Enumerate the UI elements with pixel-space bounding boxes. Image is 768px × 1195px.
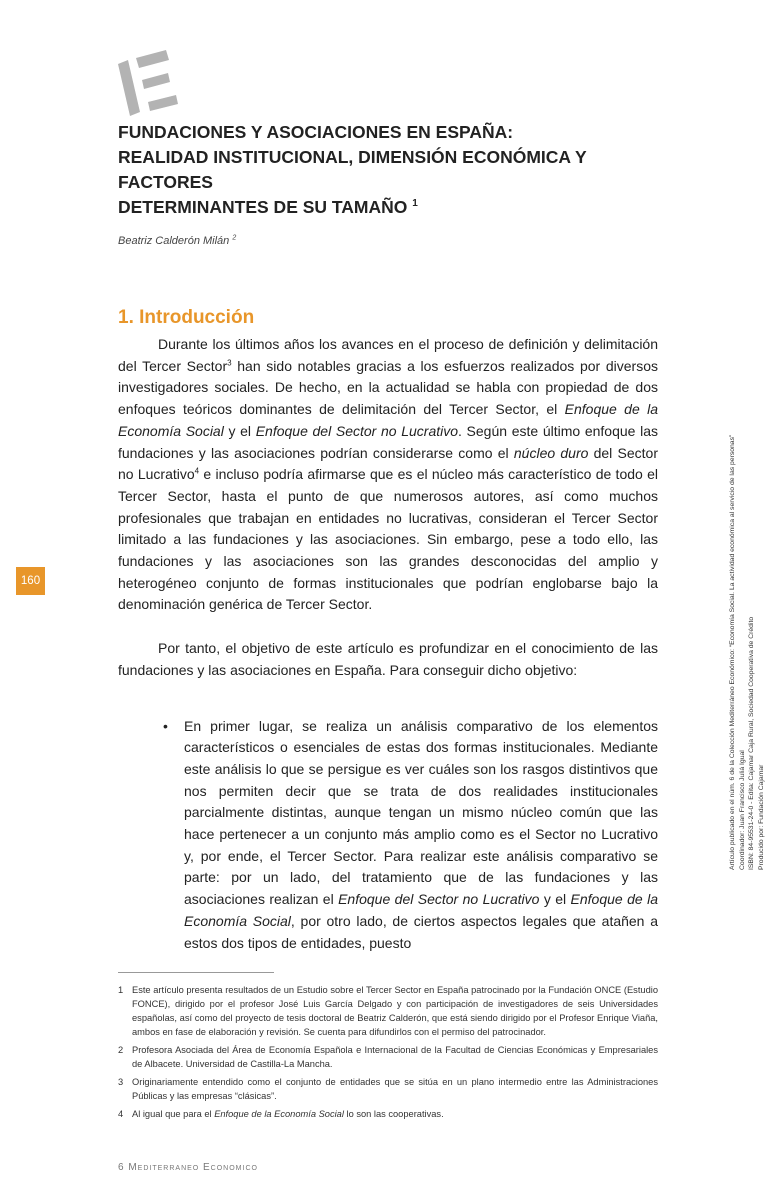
emphasis: núcleo duro — [513, 444, 589, 461]
footnote — [118, 1043, 658, 1071]
footnote-ref[interactable]: 3 — [227, 358, 232, 368]
footnote-text: Este artículo presenta resultados de un Estudio sobre el Tercer Sector en España patrocinado por la Fundación ONCE (Estudio FONCE), dirigido por el profesor José Luis García Delgado y con participación de investigadores de seis Universidades españolas, así como del proyecto de tesis doctoral de Beatriz Calderón, que está siendo dirigido por el Profesor Enrique Viaña, ambos en fase de elaboración y revisión. Se cuenta para difundirlos con el permiso del patrocinador. — [132, 985, 658, 1038]
footnote-ref[interactable]: 4 — [194, 466, 200, 476]
emphasis: Enfoque de la Economía Social — [118, 401, 659, 439]
emphasis: Enfoque de la Economía Social — [214, 1109, 344, 1120]
sidebar-line: Coordinador: Juan Francisco Juliá Igual — [738, 750, 746, 870]
text: , por otro lado, de ciertos aspectos legales que atañen a estos dos tipos de entidades, puesto — [184, 912, 658, 951]
text: y el — [539, 891, 571, 908]
title-line — [118, 195, 658, 220]
footnote-number: 2 — [118, 1045, 124, 1056]
paragraph — [118, 334, 658, 616]
footnote-ref[interactable]: 1 — [412, 198, 418, 210]
footnote-divider — [118, 972, 274, 973]
sidebar-line: ISBN: 84-95531-24-0 - Edita: Cajamar Caja Rural, Sociedad Cooperativa de Crédito — [748, 616, 755, 870]
section-heading: 1. Introducción — [118, 307, 255, 328]
footnote-number: 3 — [118, 1077, 124, 1088]
text: e incluso podría afirmarse que es el núcleo más característico de todo el Tercer Sector, hasta el punto de que numerosos autores, así como muchos profesionales que trabajan en entidades no lucrativas, consideran el Tercer Sector limitado a las fundaciones y las asociaciones. Sin embargo, pese a todo ello, las fundaciones y las asociaciones son las grandes desconocidas del amplio y heterogéneo conjunto de formas institucionales que podrían englobarse bajo la denominación genérica de Tercer Sector. — [118, 466, 658, 613]
bullet-marker-cell — [118, 716, 184, 955]
title-line-text: DETERMINANTES DE SU TAMAÑO — [118, 197, 408, 217]
footnote-text: Originariamente entendido como el conjunto de entidades que se sitúa en un plano intermedio entre las Administraciones Públicas y las empresas “clásicas”. — [132, 1077, 658, 1102]
title-line: FUNDACIONES Y ASOCIACIONES EN ESPAÑA: — [118, 122, 514, 142]
footnotes — [118, 983, 658, 1121]
emphasis: Enfoque de la Economía Social — [184, 891, 658, 929]
text: En primer lugar, se realiza un análisis comparativo de los elementos característicos o esenciales de estas dos formas institucionales. Mediante este análisis lo que se persigue es ver cuáles son los rasgos distintivos que nos permiten decir que se trata de dos realidades institucionales parcialmente distintas, aunque tengan un mismo núcleo común que las hace pertenecer a un conjunto más amplio como es el Sector no Lucrativo y, por ende, el Tercer Sector. Para realizar este análisis comparativo se parte: por un lado, del tratamiento que de las fundaciones y las asociaciones realizan el — [184, 717, 658, 908]
footnote — [118, 1107, 658, 1121]
sidebar-line: Artículo publicado en el núm. 6 de la Colección Mediterráneo Económico: “Economía Social. La actividad económica al servicio de las personas” — [729, 434, 736, 870]
page-footer: 6 Mediterraneo Economico — [118, 1162, 258, 1174]
text: Al igual que para el — [132, 1109, 215, 1120]
emphasis: Enfoque del Sector no Lucrativo — [255, 422, 459, 439]
paragraph: Por tanto, el objetivo de este artículo es profundizar en el conocimiento de las fundaciones y las asociaciones en España. Para conseguir dicho objetivo: — [118, 640, 658, 678]
text: Durante los últimos años los avances en el proceso de definición y delimitación del Tercer Sector — [118, 336, 658, 374]
footnote-number: 1 — [118, 985, 124, 996]
main-column — [118, 0, 658, 1195]
footnote-ref[interactable]: 2 — [232, 234, 237, 242]
emphasis: Enfoque del Sector no Lucrativo — [338, 891, 540, 908]
text: del Sector no Lucrativo — [118, 444, 658, 483]
text: lo son las cooperativas. — [343, 1109, 444, 1120]
article-title — [118, 120, 658, 220]
text: . Según este último enfoque las fundaciones y las asociaciones podrían considerarse como el — [118, 422, 658, 461]
bullet-marker: • — [163, 717, 168, 734]
author-name: Beatriz Calderón Milán — [118, 235, 230, 247]
footnote — [118, 983, 658, 1039]
text: han sido notables gracias a los esfuerzos realizados por diversos investigadores sociales. De hecho, en la actualidad se habla con propiedad de dos enfoques teóricos dominantes de delimitación del Tercer Sector, el — [118, 357, 658, 418]
text: y el — [223, 422, 256, 439]
author — [118, 234, 658, 248]
publication-sidebar — [728, 434, 766, 870]
bullet-item — [118, 716, 658, 955]
title-line: REALIDAD INSTITUCIONAL, DIMENSIÓN ECONÓMICA Y FACTORES — [118, 147, 587, 192]
footnote — [118, 1075, 658, 1103]
footnote-text — [132, 1107, 444, 1121]
page-number-badge: 160 — [16, 567, 45, 595]
sidebar-line: Producido por: Fundación Cajamar — [757, 764, 765, 870]
footnote-number: 4 — [118, 1109, 124, 1120]
footnote-text: Profesora Asociada del Área de Economía Española e Internacional de la Facultad de Ciencias Económicas y Empresariales de Albacete. Universidad de Castilla-La Mancha. — [132, 1045, 658, 1070]
bullet-paragraph — [184, 716, 658, 955]
